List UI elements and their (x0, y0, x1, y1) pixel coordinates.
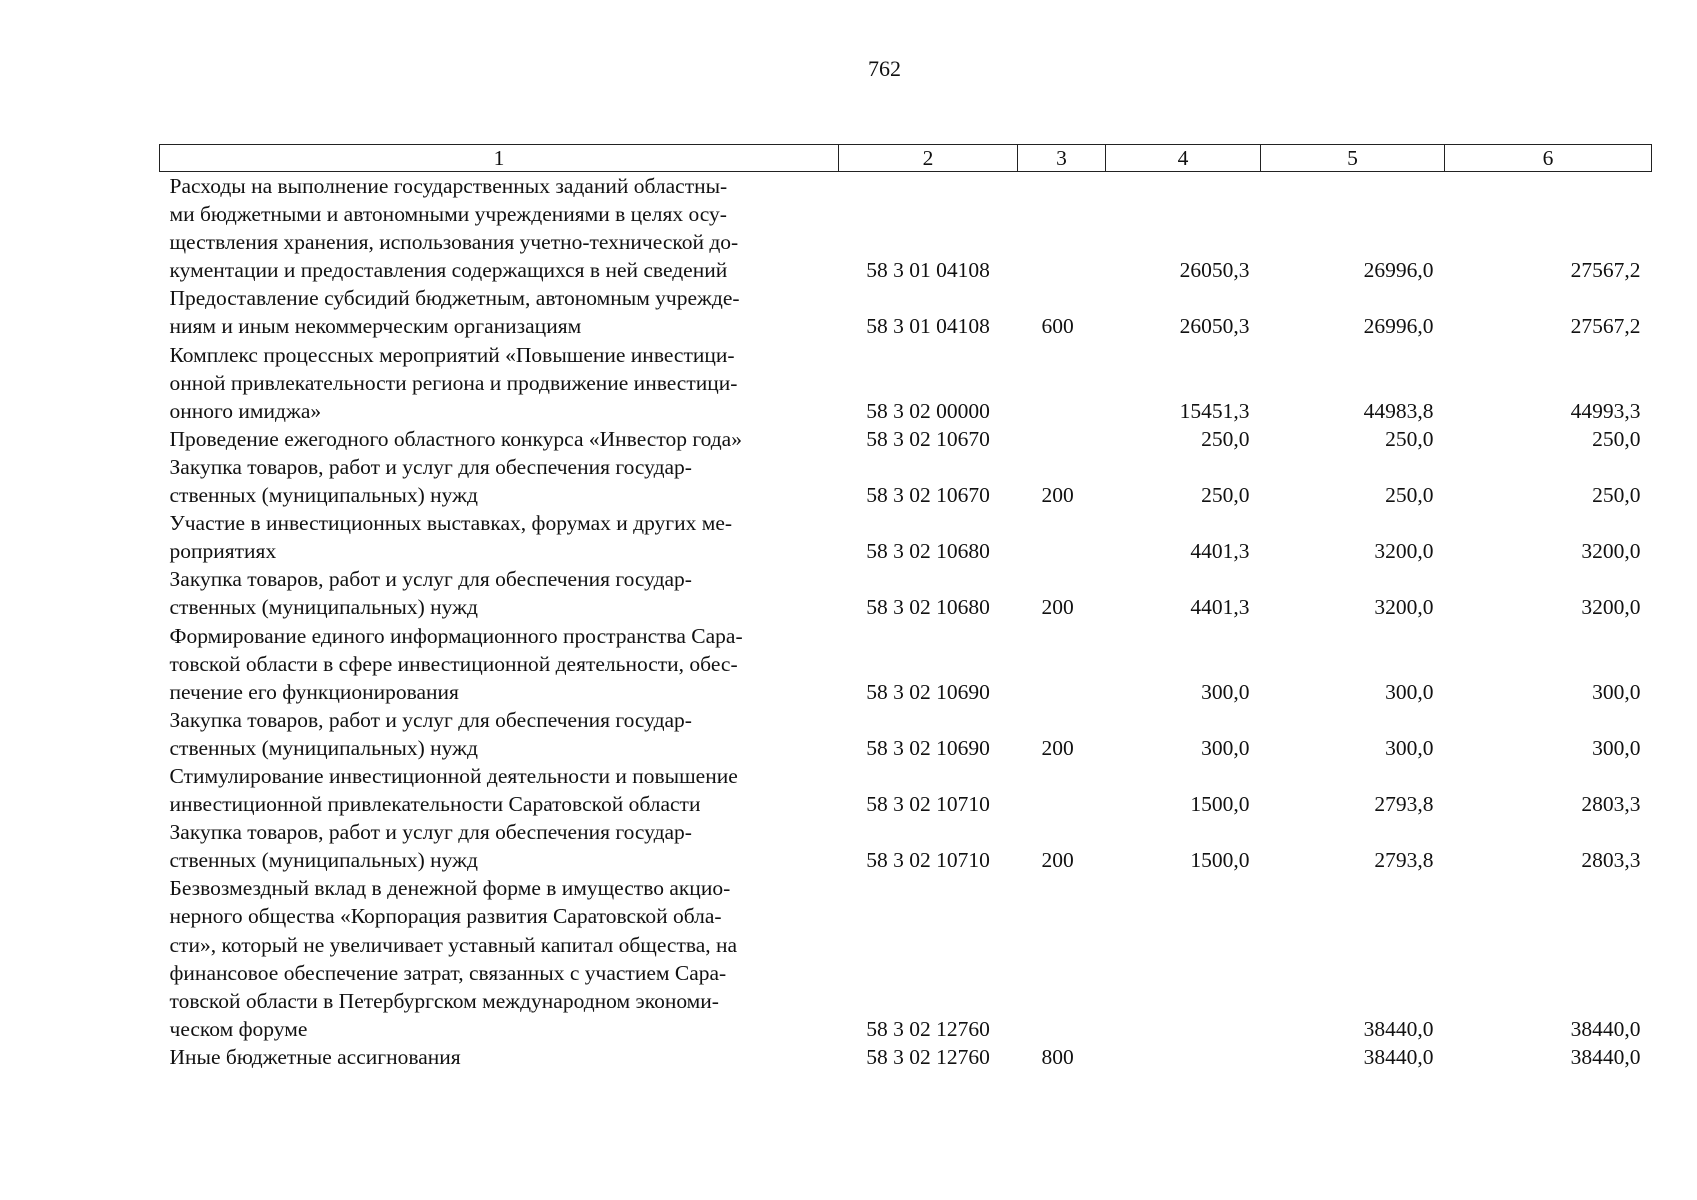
description-line: онного имиджа» (169, 398, 322, 423)
expense-type: 200 (1041, 848, 1074, 873)
description-line: инвестиционной привлекательности Саратовской области (169, 792, 701, 817)
target-code: 58 3 02 10690 (866, 679, 990, 704)
description-line: кументации и предоставления содержащихся в ней сведений (169, 258, 728, 283)
description-line: Комплекс процессных мероприятий «Повышение инвестици- (169, 342, 735, 367)
value-col-4: 250,0 (1201, 483, 1250, 508)
row-description (160, 453, 839, 509)
value-col-5: 3200,0 (1374, 595, 1434, 620)
row-description (160, 874, 839, 1043)
row-description (160, 818, 839, 874)
value-col-4: 4401,3 (1190, 539, 1250, 564)
table-row (160, 453, 1652, 509)
description-line: ственных (муниципальных) нужд (169, 595, 478, 620)
target-code: 58 3 01 04108 (866, 314, 990, 339)
value-col-6: 250,0 (1592, 483, 1641, 508)
header-row (160, 145, 1652, 172)
expense-type (1018, 622, 1106, 706)
description-line: Закупка товаров, работ и услуг для обеспечения государ- (169, 820, 692, 845)
value-col-6: 3200,0 (1581, 595, 1641, 620)
description-line: сти», который не увеличивает уставный капитал общества, на (169, 932, 738, 957)
description-line: Закупка товаров, работ и услуг для обеспечения государ- (169, 567, 692, 592)
description-line: нерного общества «Корпорация развития Саратовской обла- (169, 904, 722, 929)
value-col-4: 15451,3 (1179, 398, 1250, 423)
description-line: Формирование единого информационного пространства Сара- (169, 623, 743, 648)
description-line: ниям и иным некоммерческим организациям (169, 314, 582, 339)
expense-type (1018, 341, 1106, 425)
budget-table (159, 144, 1652, 1071)
description-line: печение его функционирования (169, 679, 459, 704)
column-header: 2 (839, 145, 1018, 172)
target-code: 58 3 02 12760 (866, 1044, 990, 1069)
expense-type: 800 (1041, 1044, 1074, 1069)
description-line: товской области в Петербургском международном экономи- (169, 988, 719, 1013)
expense-type (1018, 425, 1106, 453)
value-col-5: 300,0 (1385, 735, 1434, 760)
target-code: 58 3 02 10680 (866, 595, 990, 620)
value-col-5: 250,0 (1385, 483, 1434, 508)
table-row (160, 509, 1652, 565)
description-line: Проведение ежегодного областного конкурса «Инвестор года» (169, 426, 742, 451)
row-description (160, 565, 839, 621)
value-col-6: 250,0 (1592, 426, 1641, 451)
value-col-5: 2793,8 (1374, 848, 1434, 873)
value-col-4: 300,0 (1201, 735, 1250, 760)
page-number: 762 (868, 56, 901, 81)
expense-type: 200 (1041, 483, 1074, 508)
description-line: Иные бюджетные ассигнования (169, 1044, 461, 1069)
expense-type: 200 (1041, 595, 1074, 620)
target-code: 58 3 01 04108 (866, 258, 990, 283)
value-col-6: 44993,3 (1570, 398, 1641, 423)
table-row (160, 172, 1652, 285)
table-row (160, 818, 1652, 874)
description-line: ческом форуме (169, 1016, 308, 1041)
value-col-5: 38440,0 (1363, 1016, 1434, 1041)
value-col-5: 38440,0 (1363, 1044, 1434, 1069)
table-row (160, 874, 1652, 1043)
expense-type (1018, 172, 1106, 285)
value-col-6: 38440,0 (1570, 1044, 1641, 1069)
value-col-4: 1500,0 (1190, 792, 1250, 817)
expense-type: 200 (1041, 735, 1074, 760)
description-line: Закупка товаров, работ и услуг для обеспечения государ- (169, 454, 692, 479)
table-row (160, 762, 1652, 818)
table-row (160, 622, 1652, 706)
description-line: роприятиях (169, 539, 277, 564)
value-col-4 (1106, 1043, 1261, 1071)
table-body (160, 172, 1652, 1072)
target-code: 58 3 02 10710 (866, 792, 990, 817)
value-col-5: 3200,0 (1374, 539, 1434, 564)
row-description (160, 1043, 839, 1071)
value-col-5: 250,0 (1385, 426, 1434, 451)
value-col-6: 300,0 (1592, 735, 1641, 760)
value-col-4: 26050,3 (1179, 314, 1250, 339)
table-row (160, 1043, 1652, 1071)
description-line: финансовое обеспечение затрат, связанных с участием Сара- (169, 960, 727, 985)
expense-type (1018, 874, 1106, 1043)
target-code: 58 3 02 10680 (866, 539, 990, 564)
row-description (160, 341, 839, 425)
table-row (160, 425, 1652, 453)
value-col-5: 2793,8 (1374, 792, 1434, 817)
description-line: Предоставление субсидий бюджетным, автономным учрежде- (169, 286, 740, 311)
column-header: 1 (160, 145, 839, 172)
value-col-6: 300,0 (1592, 679, 1641, 704)
description-line: Безвозмездный вклад в денежной форме в имущество акцио- (169, 876, 731, 901)
column-header: 3 (1018, 145, 1106, 172)
table-row (160, 284, 1652, 340)
expense-type: 600 (1041, 314, 1074, 339)
description-line: онной привлекательности региона и продвижение инвестици- (169, 370, 738, 395)
column-header: 4 (1106, 145, 1261, 172)
value-col-6: 2803,3 (1581, 792, 1641, 817)
value-col-4: 250,0 (1201, 426, 1250, 451)
description-line: товской области в сфере инвестиционной деятельности, обес- (169, 651, 738, 676)
target-code: 58 3 02 10710 (866, 848, 990, 873)
row-description (160, 509, 839, 565)
expense-type (1018, 762, 1106, 818)
row-description (160, 172, 839, 285)
description-line: Расходы на выполнение государственных заданий областны- (169, 174, 728, 198)
row-description (160, 762, 839, 818)
table-row (160, 706, 1652, 762)
description-line: Стимулирование инвестиционной деятельности и повышение (169, 763, 738, 788)
row-description (160, 706, 839, 762)
value-col-6: 3200,0 (1581, 539, 1641, 564)
description-line: ственных (муниципальных) нужд (169, 848, 478, 873)
value-col-4: 4401,3 (1190, 595, 1250, 620)
expense-type (1018, 509, 1106, 565)
row-description (160, 622, 839, 706)
description-line: ществления хранения, использования учетно-технической до- (169, 230, 739, 255)
value-col-4: 26050,3 (1179, 258, 1250, 283)
value-col-5: 26996,0 (1363, 258, 1434, 283)
description-line: ственных (муниципальных) нужд (169, 483, 478, 508)
column-header: 6 (1445, 145, 1652, 172)
description-line: Закупка товаров, работ и услуг для обеспечения государ- (169, 707, 692, 732)
row-description (160, 284, 839, 340)
value-col-4 (1106, 874, 1261, 1043)
table-row (160, 341, 1652, 425)
column-header: 5 (1261, 145, 1445, 172)
value-col-5: 26996,0 (1363, 314, 1434, 339)
value-col-4: 1500,0 (1190, 848, 1250, 873)
value-col-5: 300,0 (1385, 679, 1434, 704)
description-line: Участие в инвестиционных выставках, форумах и других ме- (169, 511, 733, 536)
target-code: 58 3 02 10670 (866, 426, 990, 451)
target-code: 58 3 02 00000 (866, 398, 990, 423)
description-line: ми бюджетными и автономными учреждениями в целях осу- (169, 202, 727, 227)
value-col-6: 38440,0 (1570, 1016, 1641, 1041)
description-line: ственных (муниципальных) нужд (169, 735, 478, 760)
table-row (160, 565, 1652, 621)
target-code: 58 3 02 12760 (866, 1016, 990, 1041)
row-description (160, 425, 839, 453)
value-col-5: 44983,8 (1363, 398, 1434, 423)
value-col-6: 27567,2 (1570, 258, 1641, 283)
value-col-4: 300,0 (1201, 679, 1250, 704)
value-col-6: 2803,3 (1581, 848, 1641, 873)
target-code: 58 3 02 10670 (866, 483, 990, 508)
target-code: 58 3 02 10690 (866, 735, 990, 760)
value-col-6: 27567,2 (1570, 314, 1641, 339)
